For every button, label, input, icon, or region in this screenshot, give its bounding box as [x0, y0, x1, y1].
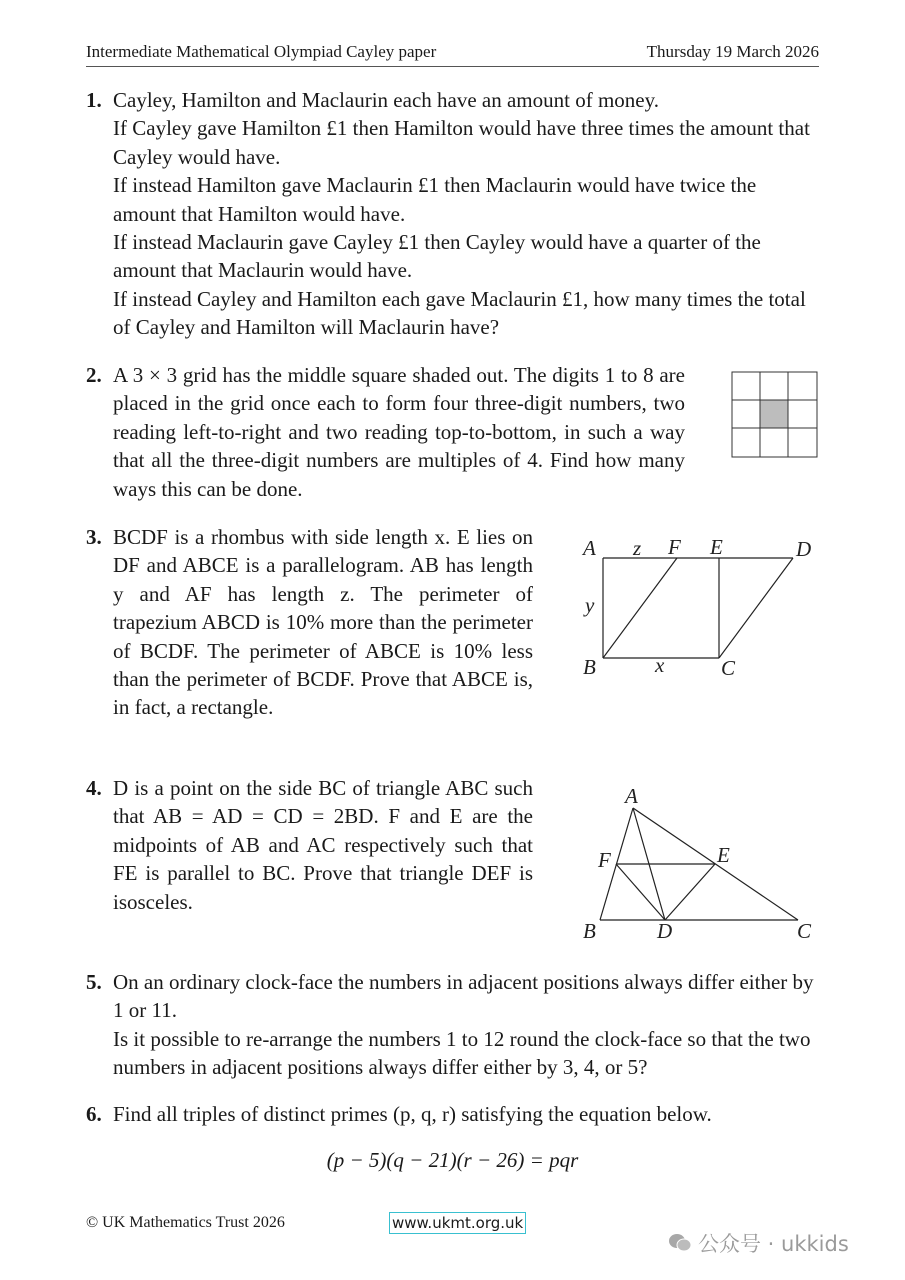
label-x: x — [655, 653, 665, 677]
label-F: F — [598, 848, 611, 872]
question-line: Cayley, Hamilton and Maclaurin each have an amount of money. — [113, 88, 660, 112]
question-1 — [86, 86, 821, 342]
question-number: 5. — [86, 970, 102, 994]
rhombus-figure — [575, 530, 825, 685]
header-date: Thursday 19 March 2026 — [646, 42, 819, 61]
question-number: 3. — [86, 525, 102, 549]
question-text: A 3 × 3 grid has the middle square shaded out. The digits 1 to 8 are placed in the grid once each to form four three-digit numbers, two reading left-to-right and two reading top-to-bottom, in such a way that all the three-digit numbers are multiples of 4. Find how many ways this can be done. — [113, 363, 685, 501]
label-E: E — [717, 843, 730, 867]
wechat-icon — [668, 1232, 692, 1254]
label-C: C — [721, 656, 736, 680]
question-3 — [86, 523, 533, 722]
label-A: A — [625, 784, 638, 808]
question-number: 4. — [86, 776, 102, 800]
question-text: BCDF is a rhombus with side length x. E lies on DF and ABCE is a parallelogram. AB has length y and AF has length z. The perimeter of trapezium ABCD is 10% more than the perimeter of BCDF. The perimeter of ABCE is 10% less than the perimeter of BCDF. Prove that ABCE is, in fact, a rectangle. — [113, 525, 533, 720]
label-B: B — [583, 655, 596, 679]
grid-figure — [730, 370, 820, 460]
question-text: D is a point on the side BC of triangle ABC such that AB = AD = CD = 2BD. F and E are the midpoints of AB and AC respectively such that FE is parallel to BC. Prove that triangle DEF is isosceles. — [113, 776, 533, 914]
label-A: A — [583, 536, 596, 560]
label-z: z — [633, 536, 642, 560]
question-2 — [86, 361, 685, 503]
watermark-text: 公众号 · ukkids — [698, 1232, 849, 1256]
question-number: 1. — [86, 88, 102, 112]
question-number: 2. — [86, 363, 102, 387]
question-number: 6. — [86, 1102, 102, 1126]
question-line: On an ordinary clock-face the numbers in adjacent positions always differ either by 1 or 11. — [113, 970, 814, 1023]
page-header — [86, 42, 819, 67]
watermark — [668, 1228, 849, 1258]
triangle-figure — [575, 780, 825, 948]
label-D: D — [796, 537, 812, 561]
label-F: F — [668, 535, 681, 559]
label-y: y — [585, 593, 595, 617]
question-line: If instead Hamilton gave Maclaurin £1 then Maclaurin would have twice the amount that Hamilton would have. — [113, 173, 757, 226]
footer-link[interactable]: www.ukmt.org.uk — [389, 1212, 526, 1234]
label-E: E — [710, 535, 723, 559]
question-line: If instead Maclaurin gave Cayley £1 then Cayley would have a quarter of the amount that Maclaurin would have. — [113, 230, 761, 283]
label-D: D — [657, 919, 673, 943]
question-text: Find all triples of distinct primes (p, q, r) satisfying the equation below. — [113, 1102, 712, 1126]
question-line: If Cayley gave Hamilton £1 then Hamilton would have three times the amount that Cayley would have. — [113, 116, 810, 169]
question-6 — [86, 1100, 821, 1128]
label-C: C — [797, 919, 812, 943]
equation: (p − 5)(q − 21)(r − 26) = pqr — [326, 1148, 579, 1172]
question-5 — [86, 968, 821, 1082]
question-line: If instead Cayley and Hamilton each gave Maclaurin £1, how many times the total of Cayley and Hamilton will Maclaurin have? — [113, 286, 806, 340]
label-B: B — [583, 919, 596, 943]
shaded-middle-square — [760, 400, 788, 428]
question-4 — [86, 774, 533, 916]
footer-copyright: © UK Mathematics Trust 2026 — [86, 1214, 285, 1231]
question-line: Is it possible to re-arrange the numbers 1 to 12 round the clock-face so that the two numbers in adjacent positions always differ either by 3, 4, or 5? — [113, 1026, 811, 1080]
header-title: Intermediate Mathematical Olympiad Cayley paper — [86, 42, 437, 61]
